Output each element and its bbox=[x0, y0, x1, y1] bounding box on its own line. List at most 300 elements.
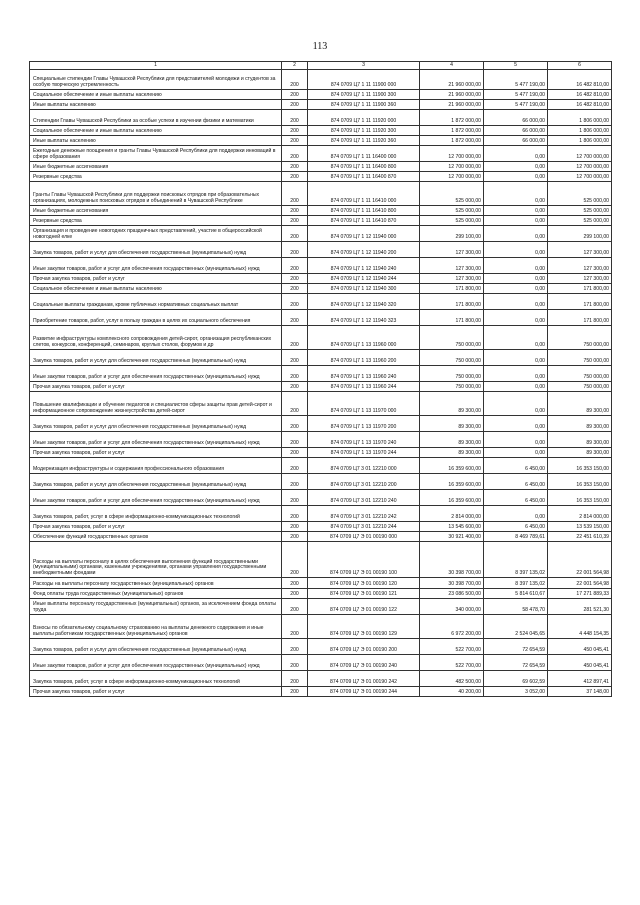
row-code-cell: 200 bbox=[282, 599, 308, 615]
row-code-cell: 200 bbox=[282, 136, 308, 146]
row-name-cell: Расходы на выплаты персоналу в целях обеспечения выполнения функций государственными (муниципальными) органами, казенными учреждениями, органами управления государственными внебюджетными фондами bbox=[30, 542, 282, 578]
row-rest-cell: 89 300,00 bbox=[548, 448, 612, 458]
table-row bbox=[30, 599, 612, 615]
row-rest-cell: 525 000,00 bbox=[548, 206, 612, 216]
row-exec-cell: 0,00 bbox=[484, 226, 548, 242]
row-kbk-cell: 874 0709 Ц7 1 11 16410 800 bbox=[308, 206, 420, 216]
row-exec-cell: 66 000,00 bbox=[484, 110, 548, 126]
row-plan-cell: 750 000,00 bbox=[420, 366, 484, 382]
row-kbk-cell: 874 0709 Ц7 Э 01 00190 000 bbox=[308, 532, 420, 542]
table-row bbox=[30, 687, 612, 697]
row-plan-cell: 89 300,00 bbox=[420, 392, 484, 416]
row-plan-cell: 13 545 600,00 bbox=[420, 522, 484, 532]
row-code-cell: 200 bbox=[282, 162, 308, 172]
row-name-cell: Закупка товаров, работ, услуг в сфере информационно-коммуникационных технологий bbox=[30, 671, 282, 687]
row-name-cell: Обеспечение функций государственных органов bbox=[30, 532, 282, 542]
row-kbk-cell: 874 0709 Ц7 1 12 11940 244 bbox=[308, 274, 420, 284]
row-plan-cell: 40 200,00 bbox=[420, 687, 484, 697]
row-plan-cell: 1 872 000,00 bbox=[420, 126, 484, 136]
row-exec-cell: 5 477 190,00 bbox=[484, 70, 548, 90]
row-rest-cell: 22 001 564,98 bbox=[548, 578, 612, 589]
row-name-cell: Иные выплаты населению bbox=[30, 100, 282, 110]
row-exec-cell: 8 397 135,02 bbox=[484, 578, 548, 589]
row-plan-cell: 12 700 000,00 bbox=[420, 146, 484, 162]
row-code-cell: 200 bbox=[282, 615, 308, 639]
row-plan-cell: 16 359 600,00 bbox=[420, 490, 484, 506]
table-row bbox=[30, 182, 612, 206]
row-code-cell: 200 bbox=[282, 206, 308, 216]
row-name-cell: Модернизация инфраструктуры и содержания профессионального образования bbox=[30, 458, 282, 474]
row-rest-cell: 127 300,00 bbox=[548, 258, 612, 274]
row-plan-cell: 12 700 000,00 bbox=[420, 162, 484, 172]
row-plan-cell: 89 300,00 bbox=[420, 448, 484, 458]
row-kbk-cell: 874 0709 Ц7 1 11 16410 000 bbox=[308, 182, 420, 206]
row-rest-cell: 127 300,00 bbox=[548, 274, 612, 284]
row-kbk-cell: 874 0709 Ц7 1 11 11920 000 bbox=[308, 110, 420, 126]
row-exec-cell: 0,00 bbox=[484, 172, 548, 182]
row-plan-cell: 89 300,00 bbox=[420, 432, 484, 448]
table-row bbox=[30, 350, 612, 366]
row-name-cell: Развитие инфраструктуры комплексного сопровождения детей-сирот, организация республиканских слетов, конкурсов, конференций, семинаров, круглых столов, форумов и др bbox=[30, 326, 282, 350]
row-exec-cell: 58 478,70 bbox=[484, 599, 548, 615]
table-row bbox=[30, 294, 612, 310]
table-row bbox=[30, 448, 612, 458]
row-rest-cell: 16 353 150,00 bbox=[548, 474, 612, 490]
row-exec-cell: 0,00 bbox=[484, 416, 548, 432]
row-rest-cell: 281 521,30 bbox=[548, 599, 612, 615]
row-plan-cell: 482 500,00 bbox=[420, 671, 484, 687]
row-kbk-cell: 874 0709 Ц7 Э 01 00190 122 bbox=[308, 599, 420, 615]
row-code-cell: 200 bbox=[282, 522, 308, 532]
row-exec-cell: 5 477 190,00 bbox=[484, 90, 548, 100]
row-rest-cell: 16 353 150,00 bbox=[548, 458, 612, 474]
column-header-1: 1 bbox=[30, 62, 282, 70]
row-rest-cell: 16 482 810,00 bbox=[548, 70, 612, 90]
row-kbk-cell: 874 0709 Ц7 3 01 12210 244 bbox=[308, 522, 420, 532]
row-kbk-cell: 874 0709 Ц7 1 13 11970 244 bbox=[308, 448, 420, 458]
row-name-cell: Иные выплаты персоналу государственных (муниципальных) органов, за исключением фонда оплаты труда bbox=[30, 599, 282, 615]
row-kbk-cell: 874 0709 Ц7 Э 01 00190 240 bbox=[308, 655, 420, 671]
row-name-cell: Стипендии Главы Чувашской Республики за особые успехи в изучении физики и математики bbox=[30, 110, 282, 126]
row-name-cell: Ежегодные денежные поощрения и гранты Главы Чувашской Республики для поддержки инноваций в сфере образования bbox=[30, 146, 282, 162]
row-name-cell: Иные бюджетные ассигнования bbox=[30, 162, 282, 172]
row-kbk-cell: 874 0709 Ц7 1 12 11940 320 bbox=[308, 294, 420, 310]
row-rest-cell: 525 000,00 bbox=[548, 182, 612, 206]
row-name-cell: Социальные выплаты гражданам, кроме публичных нормативных социальных выплат bbox=[30, 294, 282, 310]
row-name-cell: Социальное обеспечение и иные выплаты населению bbox=[30, 284, 282, 294]
row-exec-cell: 72 654,59 bbox=[484, 655, 548, 671]
row-name-cell: Закупка товаров, работ и услуг для обеспечения государственных (муниципальных) нужд bbox=[30, 639, 282, 655]
row-name-cell: Повышение квалификации и обучение педагогов и специалистов сферы защиты прав детей-сирот и информационное сопровождение жизнеустройства детей-сирот bbox=[30, 392, 282, 416]
row-code-cell: 200 bbox=[282, 382, 308, 392]
table-row bbox=[30, 274, 612, 284]
row-rest-cell: 22 451 610,39 bbox=[548, 532, 612, 542]
table-row bbox=[30, 100, 612, 110]
row-kbk-cell: 874 0709 Ц7 Э 01 00190 242 bbox=[308, 671, 420, 687]
row-exec-cell: 0,00 bbox=[484, 216, 548, 226]
table-row bbox=[30, 474, 612, 490]
column-header-4: 4 bbox=[420, 62, 484, 70]
row-kbk-cell: 874 0709 Ц7 1 13 11960 000 bbox=[308, 326, 420, 350]
row-name-cell: Специальные стипендии Главы Чувашской Республики для представителей молодежи и студентов за особую творческую устремленность bbox=[30, 70, 282, 90]
row-plan-cell: 525 000,00 bbox=[420, 216, 484, 226]
row-kbk-cell: 874 0709 Ц7 1 12 11940 000 bbox=[308, 226, 420, 242]
row-exec-cell: 6 450,00 bbox=[484, 522, 548, 532]
row-exec-cell: 0,00 bbox=[484, 392, 548, 416]
row-kbk-cell: 874 0709 Ц7 Э 01 00190 120 bbox=[308, 578, 420, 589]
row-name-cell: Гранты Главы Чувашской Республики для поддержки поисковых отрядов при образовательных организациях, молодежных поисковых отрядов и объединений в Чувашской Республике bbox=[30, 182, 282, 206]
row-kbk-cell: 874 0709 Ц7 3 01 12210 242 bbox=[308, 506, 420, 522]
row-code-cell: 200 bbox=[282, 274, 308, 284]
row-name-cell: Закупка товаров, работ и услуг для обеспечения государственных (муниципальных) нужд bbox=[30, 350, 282, 366]
row-kbk-cell: 874 0709 Ц7 Э 01 00190 129 bbox=[308, 615, 420, 639]
table-row bbox=[30, 490, 612, 506]
row-kbk-cell: 874 0709 Ц7 1 11 16400 000 bbox=[308, 146, 420, 162]
row-exec-cell: 66 000,00 bbox=[484, 126, 548, 136]
row-plan-cell: 127 300,00 bbox=[420, 242, 484, 258]
row-rest-cell: 37 148,00 bbox=[548, 687, 612, 697]
table-body bbox=[30, 70, 612, 697]
row-code-cell: 200 bbox=[282, 226, 308, 242]
row-plan-cell: 16 359 600,00 bbox=[420, 458, 484, 474]
table-row bbox=[30, 242, 612, 258]
row-kbk-cell: 874 0709 Ц7 1 13 11970 240 bbox=[308, 432, 420, 448]
row-exec-cell: 8 469 789,61 bbox=[484, 532, 548, 542]
row-plan-cell: 750 000,00 bbox=[420, 382, 484, 392]
row-name-cell: Резервные средства bbox=[30, 172, 282, 182]
table-row bbox=[30, 146, 612, 162]
row-name-cell: Прочая закупка товаров, работ и услуг bbox=[30, 522, 282, 532]
row-code-cell: 200 bbox=[282, 578, 308, 589]
row-name-cell: Закупка товаров, работ и услуг для обеспечения государственных (муниципальных) нужд bbox=[30, 474, 282, 490]
row-code-cell: 200 bbox=[282, 294, 308, 310]
row-name-cell: Закупка товаров, работ и услуг для обеспечения государственных (муниципальных) нужд bbox=[30, 416, 282, 432]
row-name-cell: Резервные средства bbox=[30, 216, 282, 226]
row-rest-cell: 16 353 150,00 bbox=[548, 490, 612, 506]
row-kbk-cell: 874 0709 Ц7 3 01 12210 240 bbox=[308, 490, 420, 506]
row-kbk-cell: 874 0709 Ц7 1 12 11940 200 bbox=[308, 242, 420, 258]
table-row bbox=[30, 366, 612, 382]
table-row bbox=[30, 90, 612, 100]
row-exec-cell: 72 654,59 bbox=[484, 639, 548, 655]
row-exec-cell: 6 450,00 bbox=[484, 458, 548, 474]
table-row bbox=[30, 458, 612, 474]
row-code-cell: 200 bbox=[282, 350, 308, 366]
table-row bbox=[30, 206, 612, 216]
row-name-cell: Социальное обеспечение и иные выплаты населению bbox=[30, 126, 282, 136]
row-kbk-cell: 874 0709 Ц7 Э 01 00190 121 bbox=[308, 589, 420, 599]
table-row bbox=[30, 532, 612, 542]
row-rest-cell: 4 448 154,35 bbox=[548, 615, 612, 639]
row-rest-cell: 750 000,00 bbox=[548, 350, 612, 366]
row-kbk-cell: 874 0709 Ц7 1 11 11920 360 bbox=[308, 136, 420, 146]
row-rest-cell: 450 045,41 bbox=[548, 639, 612, 655]
row-exec-cell: 0,00 bbox=[484, 294, 548, 310]
row-plan-cell: 525 000,00 bbox=[420, 206, 484, 216]
row-code-cell: 200 bbox=[282, 126, 308, 136]
row-plan-cell: 21 960 000,00 bbox=[420, 100, 484, 110]
row-plan-cell: 299 100,00 bbox=[420, 226, 484, 242]
table-row bbox=[30, 522, 612, 532]
row-exec-cell: 5 814 610,67 bbox=[484, 589, 548, 599]
row-code-cell: 200 bbox=[282, 639, 308, 655]
row-code-cell: 200 bbox=[282, 474, 308, 490]
row-kbk-cell: 874 0709 Ц7 1 11 11900 000 bbox=[308, 70, 420, 90]
column-header-5: 5 bbox=[484, 62, 548, 70]
row-name-cell: Иные закупки товаров, работ и услуг для обеспечения государственных (муниципальных) нужд bbox=[30, 490, 282, 506]
row-exec-cell: 0,00 bbox=[484, 162, 548, 172]
row-exec-cell: 0,00 bbox=[484, 258, 548, 274]
table-row bbox=[30, 615, 612, 639]
row-rest-cell: 299 100,00 bbox=[548, 226, 612, 242]
row-plan-cell: 525 000,00 bbox=[420, 182, 484, 206]
column-header-6: 6 bbox=[548, 62, 612, 70]
table-row bbox=[30, 639, 612, 655]
row-name-cell: Расходы на выплаты персоналу государственных (муниципальных) органов bbox=[30, 578, 282, 589]
row-kbk-cell: 874 0709 Ц7 Э 01 00190 200 bbox=[308, 639, 420, 655]
row-rest-cell: 13 539 150,00 bbox=[548, 522, 612, 532]
row-exec-cell: 6 450,00 bbox=[484, 490, 548, 506]
row-name-cell: Фонд оплаты труда государственных (муниципальных) органов bbox=[30, 589, 282, 599]
row-plan-cell: 21 960 000,00 bbox=[420, 90, 484, 100]
row-plan-cell: 522 700,00 bbox=[420, 639, 484, 655]
row-exec-cell: 6 450,00 bbox=[484, 474, 548, 490]
row-plan-cell: 6 972 200,00 bbox=[420, 615, 484, 639]
row-exec-cell: 0,00 bbox=[484, 284, 548, 294]
row-plan-cell: 171 800,00 bbox=[420, 310, 484, 326]
page-number: 113 bbox=[312, 41, 328, 52]
row-plan-cell: 23 086 500,00 bbox=[420, 589, 484, 599]
row-rest-cell: 89 300,00 bbox=[548, 392, 612, 416]
row-kbk-cell: 874 0709 Ц7 1 11 16400 800 bbox=[308, 162, 420, 172]
row-rest-cell: 171 800,00 bbox=[548, 284, 612, 294]
row-exec-cell: 0,00 bbox=[484, 242, 548, 258]
row-kbk-cell: 874 0709 Ц7 Э 01 00190 100 bbox=[308, 542, 420, 578]
table-row bbox=[30, 578, 612, 589]
row-rest-cell: 1 806 000,00 bbox=[548, 110, 612, 126]
row-kbk-cell: 874 0709 Ц7 1 12 11940 240 bbox=[308, 258, 420, 274]
row-kbk-cell: 874 0709 Ц7 1 13 11960 200 bbox=[308, 350, 420, 366]
row-code-cell: 200 bbox=[282, 448, 308, 458]
row-rest-cell: 17 271 889,33 bbox=[548, 589, 612, 599]
column-header-2: 2 bbox=[282, 62, 308, 70]
row-rest-cell: 12 700 000,00 bbox=[548, 172, 612, 182]
row-code-cell: 200 bbox=[282, 242, 308, 258]
row-kbk-cell: 874 0709 Ц7 Э 01 00190 244 bbox=[308, 687, 420, 697]
table-row bbox=[30, 310, 612, 326]
row-name-cell: Прочая закупка товаров, работ и услуг bbox=[30, 274, 282, 284]
row-code-cell: 200 bbox=[282, 310, 308, 326]
table-row bbox=[30, 126, 612, 136]
row-code-cell: 200 bbox=[282, 490, 308, 506]
row-name-cell: Закупка товаров, работ, услуг в сфере информационно-коммуникационных технологий bbox=[30, 506, 282, 522]
row-code-cell: 200 bbox=[282, 506, 308, 522]
row-code-cell: 200 bbox=[282, 182, 308, 206]
row-code-cell: 200 bbox=[282, 100, 308, 110]
row-exec-cell: 2 524 045,65 bbox=[484, 615, 548, 639]
table-row bbox=[30, 432, 612, 448]
row-name-cell: Прочая закупка товаров, работ и услуг bbox=[30, 448, 282, 458]
row-name-cell: Прочая закупка товаров, работ и услуг bbox=[30, 382, 282, 392]
row-name-cell: Взносы по обязательному социальному страхованию на выплаты денежного содержания и иные выплаты работникам государственных (муниципальных) органов bbox=[30, 615, 282, 639]
row-code-cell: 200 bbox=[282, 655, 308, 671]
table-row bbox=[30, 70, 612, 90]
row-plan-cell: 1 872 000,00 bbox=[420, 110, 484, 126]
row-exec-cell: 0,00 bbox=[484, 206, 548, 216]
row-kbk-cell: 874 0709 Ц7 1 12 11940 323 bbox=[308, 310, 420, 326]
row-exec-cell: 0,00 bbox=[484, 448, 548, 458]
column-header-3: 3 bbox=[308, 62, 420, 70]
row-rest-cell: 12 700 000,00 bbox=[548, 146, 612, 162]
row-rest-cell: 171 800,00 bbox=[548, 294, 612, 310]
row-rest-cell: 525 000,00 bbox=[548, 216, 612, 226]
table-row bbox=[30, 136, 612, 146]
row-code-cell: 200 bbox=[282, 110, 308, 126]
row-exec-cell: 0,00 bbox=[484, 146, 548, 162]
table-row bbox=[30, 226, 612, 242]
table-row bbox=[30, 671, 612, 687]
row-rest-cell: 2 814 000,00 bbox=[548, 506, 612, 522]
row-exec-cell: 0,00 bbox=[484, 326, 548, 350]
row-code-cell: 200 bbox=[282, 366, 308, 382]
table-row bbox=[30, 382, 612, 392]
row-plan-cell: 21 960 000,00 bbox=[420, 70, 484, 90]
row-name-cell: Иные закупки товаров, работ и услуг для обеспечения государственных (муниципальных) нужд bbox=[30, 432, 282, 448]
row-code-cell: 200 bbox=[282, 172, 308, 182]
row-plan-cell: 1 872 000,00 bbox=[420, 136, 484, 146]
row-kbk-cell: 874 0709 Ц7 1 11 16400 870 bbox=[308, 172, 420, 182]
table-row bbox=[30, 162, 612, 172]
row-exec-cell: 3 052,00 bbox=[484, 687, 548, 697]
row-code-cell: 200 bbox=[282, 687, 308, 697]
table-row bbox=[30, 172, 612, 182]
row-exec-cell: 66 000,00 bbox=[484, 136, 548, 146]
row-plan-cell: 522 700,00 bbox=[420, 655, 484, 671]
row-kbk-cell: 874 0709 Ц7 1 13 11970 200 bbox=[308, 416, 420, 432]
row-code-cell: 200 bbox=[282, 146, 308, 162]
row-plan-cell: 30 398 700,00 bbox=[420, 578, 484, 589]
row-code-cell: 200 bbox=[282, 258, 308, 274]
column-number-row bbox=[30, 62, 612, 70]
table-row bbox=[30, 216, 612, 226]
row-code-cell: 200 bbox=[282, 416, 308, 432]
row-plan-cell: 30 398 700,00 bbox=[420, 542, 484, 578]
row-rest-cell: 127 300,00 bbox=[548, 242, 612, 258]
table-row bbox=[30, 416, 612, 432]
table-row bbox=[30, 326, 612, 350]
row-name-cell: Иные закупки товаров, работ и услуг для обеспечения государственных (муниципальных) нужд bbox=[30, 655, 282, 671]
row-exec-cell: 69 602,59 bbox=[484, 671, 548, 687]
row-exec-cell: 0,00 bbox=[484, 366, 548, 382]
row-code-cell: 200 bbox=[282, 458, 308, 474]
row-plan-cell: 89 300,00 bbox=[420, 416, 484, 432]
row-kbk-cell: 874 0709 Ц7 1 13 11960 240 bbox=[308, 366, 420, 382]
row-name-cell: Социальное обеспечение и иные выплаты населению bbox=[30, 90, 282, 100]
row-exec-cell: 0,00 bbox=[484, 382, 548, 392]
row-rest-cell: 89 300,00 bbox=[548, 432, 612, 448]
row-plan-cell: 2 814 000,00 bbox=[420, 506, 484, 522]
row-kbk-cell: 874 0709 Ц7 1 11 11900 300 bbox=[308, 90, 420, 100]
row-kbk-cell: 874 0709 Ц7 1 12 11940 300 bbox=[308, 284, 420, 294]
row-name-cell: Прочая закупка товаров, работ и услуг bbox=[30, 687, 282, 697]
row-exec-cell: 8 397 135,02 bbox=[484, 542, 548, 578]
row-kbk-cell: 874 0709 Ц7 1 11 16410 870 bbox=[308, 216, 420, 226]
table-row bbox=[30, 258, 612, 274]
row-code-cell: 200 bbox=[282, 671, 308, 687]
row-name-cell: Приобретение товаров, работ, услуг в пользу граждан в целях их социального обеспечения bbox=[30, 310, 282, 326]
row-exec-cell: 0,00 bbox=[484, 432, 548, 448]
row-plan-cell: 127 300,00 bbox=[420, 274, 484, 284]
row-exec-cell: 0,00 bbox=[484, 310, 548, 326]
table-row bbox=[30, 392, 612, 416]
row-plan-cell: 16 359 600,00 bbox=[420, 474, 484, 490]
row-kbk-cell: 874 0709 Ц7 1 13 11960 244 bbox=[308, 382, 420, 392]
row-exec-cell: 0,00 bbox=[484, 274, 548, 284]
row-rest-cell: 450 045,41 bbox=[548, 655, 612, 671]
row-exec-cell: 5 477 190,00 bbox=[484, 100, 548, 110]
row-rest-cell: 22 001 564,98 bbox=[548, 542, 612, 578]
row-code-cell: 200 bbox=[282, 284, 308, 294]
row-plan-cell: 127 300,00 bbox=[420, 258, 484, 274]
row-plan-cell: 12 700 000,00 bbox=[420, 172, 484, 182]
row-plan-cell: 171 800,00 bbox=[420, 294, 484, 310]
row-code-cell: 200 bbox=[282, 326, 308, 350]
row-rest-cell: 89 300,00 bbox=[548, 416, 612, 432]
table-row bbox=[30, 506, 612, 522]
table-row bbox=[30, 542, 612, 578]
row-name-cell: Иные выплаты населению bbox=[30, 136, 282, 146]
row-code-cell: 200 bbox=[282, 216, 308, 226]
row-code-cell: 200 bbox=[282, 70, 308, 90]
row-code-cell: 200 bbox=[282, 589, 308, 599]
row-rest-cell: 412 897,41 bbox=[548, 671, 612, 687]
row-name-cell: Иные бюджетные ассигнования bbox=[30, 206, 282, 216]
table-row bbox=[30, 110, 612, 126]
row-kbk-cell: 874 0709 Ц7 3 01 12210 000 bbox=[308, 458, 420, 474]
row-kbk-cell: 874 0709 Ц7 1 13 11970 000 bbox=[308, 392, 420, 416]
row-name-cell: Закупка товаров, работ и услуг для обеспечения государственных (муниципальных) нужд bbox=[30, 242, 282, 258]
table-row bbox=[30, 655, 612, 671]
row-plan-cell: 171 800,00 bbox=[420, 284, 484, 294]
row-exec-cell: 0,00 bbox=[484, 182, 548, 206]
row-plan-cell: 750 000,00 bbox=[420, 326, 484, 350]
row-code-cell: 200 bbox=[282, 532, 308, 542]
row-plan-cell: 30 921 400,00 bbox=[420, 532, 484, 542]
table-row bbox=[30, 589, 612, 599]
row-code-cell: 200 bbox=[282, 90, 308, 100]
row-name-cell: Иные закупки товаров, работ и услуг для обеспечения государственных (муниципальных) нужд bbox=[30, 366, 282, 382]
row-rest-cell: 16 482 810,00 bbox=[548, 90, 612, 100]
row-rest-cell: 750 000,00 bbox=[548, 366, 612, 382]
row-code-cell: 200 bbox=[282, 432, 308, 448]
row-kbk-cell: 874 0709 Ц7 1 11 11920 300 bbox=[308, 126, 420, 136]
row-name-cell: Организация и проведение новогодних праздничных представлений, участие в общероссийской новогодней елке bbox=[30, 226, 282, 242]
row-code-cell: 200 bbox=[282, 542, 308, 578]
row-exec-cell: 0,00 bbox=[484, 506, 548, 522]
row-rest-cell: 1 806 000,00 bbox=[548, 126, 612, 136]
row-name-cell: Иные закупки товаров, работ и услуг для обеспечения государственных (муниципальных) нужд bbox=[30, 258, 282, 274]
row-kbk-cell: 874 0709 Ц7 3 01 12210 200 bbox=[308, 474, 420, 490]
table-row bbox=[30, 284, 612, 294]
row-rest-cell: 171 800,00 bbox=[548, 310, 612, 326]
row-kbk-cell: 874 0709 Ц7 1 11 11900 360 bbox=[308, 100, 420, 110]
row-exec-cell: 0,00 bbox=[484, 350, 548, 366]
row-rest-cell: 750 000,00 bbox=[548, 382, 612, 392]
row-plan-cell: 340 000,00 bbox=[420, 599, 484, 615]
row-rest-cell: 12 700 000,00 bbox=[548, 162, 612, 172]
row-rest-cell: 1 806 000,00 bbox=[548, 136, 612, 146]
row-rest-cell: 750 000,00 bbox=[548, 326, 612, 350]
